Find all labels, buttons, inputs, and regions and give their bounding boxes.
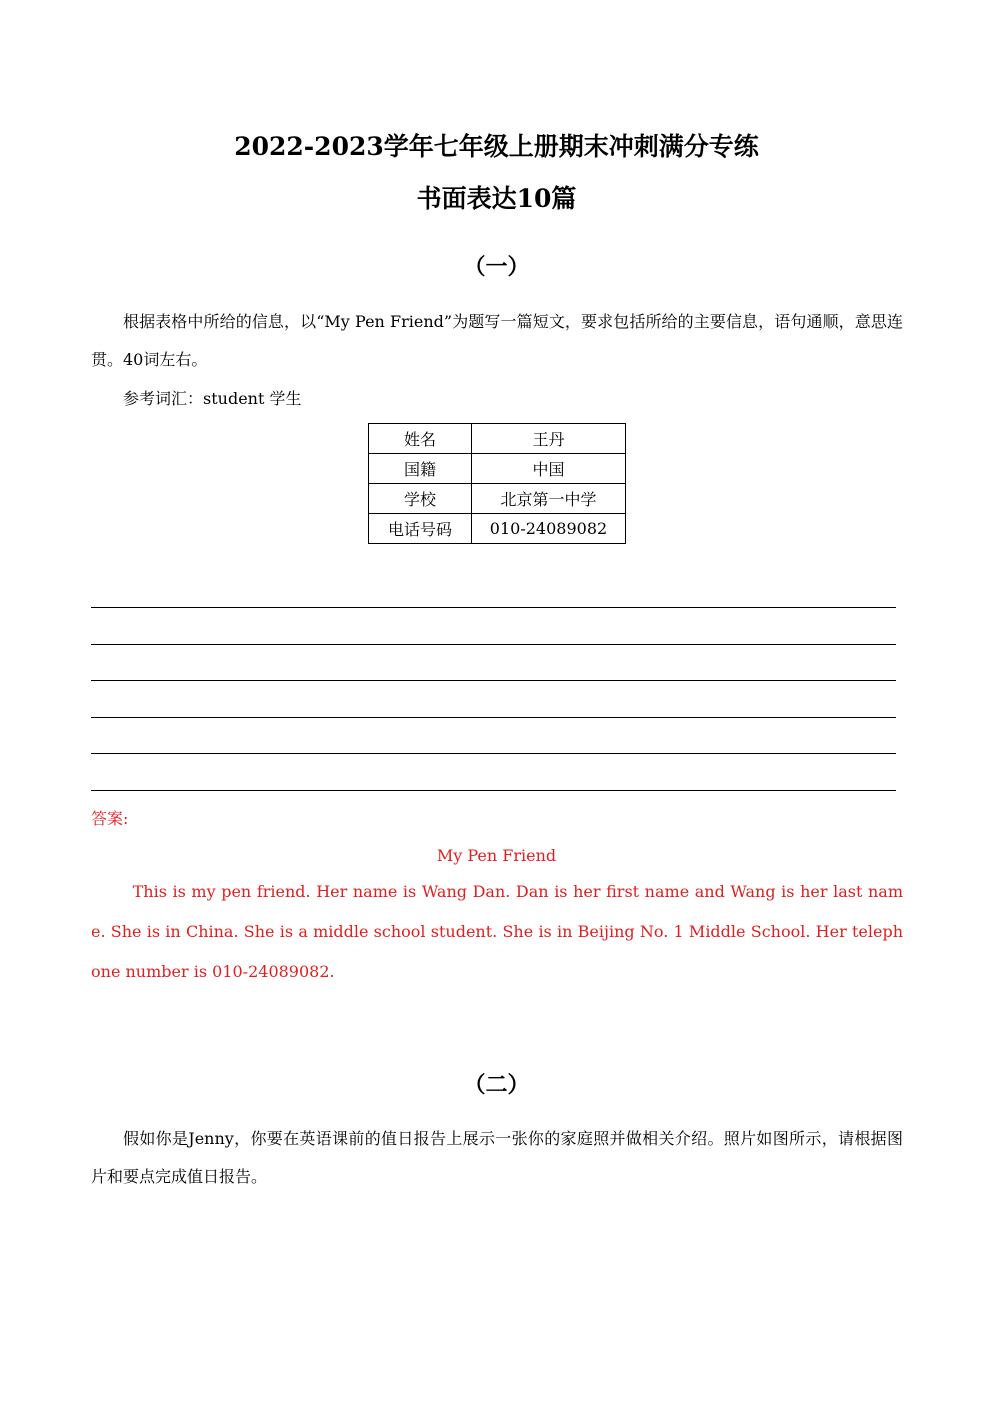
document-title-line2: 书面表达10篇 bbox=[416, 184, 577, 213]
section-1-vocab: 参考词汇：student 学生 bbox=[123, 389, 302, 408]
writing-line bbox=[91, 790, 896, 791]
writing-line bbox=[91, 680, 896, 681]
writing-line bbox=[91, 644, 896, 645]
table-cell-key: 学校 bbox=[369, 484, 472, 514]
table-row bbox=[369, 484, 626, 514]
table-cell-value: 王丹 bbox=[472, 424, 626, 454]
writing-line bbox=[91, 607, 896, 608]
writing-line bbox=[91, 717, 896, 718]
table-cell-value: 中国 bbox=[472, 454, 626, 484]
document-title-line1: 2022-2023学年七年级上册期末冲刺满分专练 bbox=[234, 132, 759, 161]
info-table bbox=[368, 423, 626, 544]
table-row bbox=[369, 454, 626, 484]
table-cell-key: 电话号码 bbox=[369, 514, 472, 544]
writing-line bbox=[91, 753, 896, 754]
section-1-instruction: 根据表格中所给的信息，以“My Pen Friend”为题写一篇短文，要求包括所给的主要信息，语句通顺，意思连贯。40词左右。 bbox=[91, 312, 903, 369]
table-cell-value: 010-24089082 bbox=[472, 514, 626, 544]
table-row bbox=[369, 514, 626, 544]
answer-text: This is my pen friend. Her name is Wang Dan. Dan is her first name and Wang is her last name. She is in China. She is a middle school student. She is in Beijing No. 1 Middle School. Her telephone number is 010-24089082. bbox=[91, 882, 903, 981]
table-cell-value: 北京第一中学 bbox=[472, 484, 626, 514]
section-2-instruction: 假如你是Jenny，你要在英语课前的值日报告上展示一张你的家庭照并做相关介绍。照片如图所示，请根据图片和要点完成值日报告。 bbox=[91, 1129, 903, 1186]
answer-label: 答案: bbox=[91, 809, 129, 828]
table-row bbox=[369, 424, 626, 454]
section-2-heading: （二） bbox=[463, 1072, 530, 1098]
answer-title: My Pen Friend bbox=[436, 846, 557, 865]
section-1-heading: （一） bbox=[463, 254, 530, 280]
table-cell-key: 国籍 bbox=[369, 454, 472, 484]
table-cell-key: 姓名 bbox=[369, 424, 472, 454]
